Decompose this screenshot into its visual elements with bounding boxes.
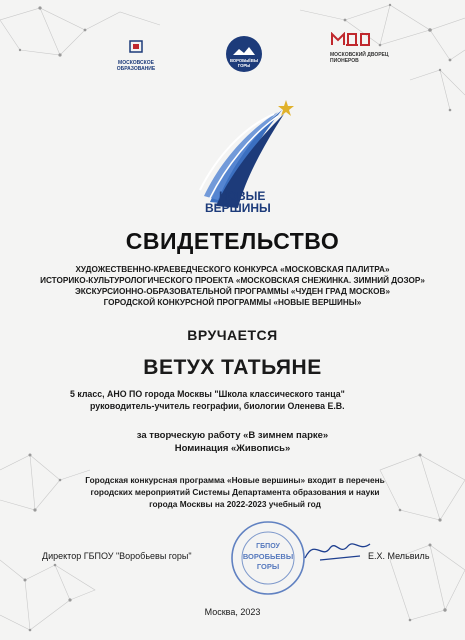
moscow-education-logo (112, 40, 160, 70)
stamp-bottom-text: ГОРЫ (256, 562, 280, 571)
work-nomination: Номинация «Живопись» (174, 443, 291, 454)
palace-of-pioneers-icon (330, 32, 370, 46)
stamp-top-text: ГБПОУ (256, 543, 280, 550)
city-year: Москва, 2023 (204, 607, 261, 617)
signer-name: Е.Х. Мельвиль (368, 551, 430, 561)
details-supervisor: руководитель-учитель географии, биологии Оленева Е.В. (90, 401, 345, 411)
palace-of-pioneers-label: МОСКОВСКИЙ ДВОРЕЦ ПИОНЕРОВ (330, 52, 389, 64)
program-line: города Москвы на 2022-2023 учебный год (149, 499, 321, 509)
subtitle-line: ГОРОДСКОЙ КОНКУРСНОЙ ПРОГРАММЫ «НОВЫЕ ВЕРШИНЫ» (103, 298, 362, 307)
svg-text:ВОРОБЬЁВЫ: ВОРОБЬЁВЫ (229, 58, 259, 63)
director-title: Директор ГБПОУ "Воробьевы горы" (42, 551, 192, 561)
work-title: за творческую работу «В зимнем парке» (136, 430, 329, 441)
moscow-education-icon (112, 40, 160, 54)
subtitle-line: ЭКСКУРСИОННО-ОБРАЗОВАТЕЛЬНОЙ ПРОГРАММЫ «ЧУДЕН ГРАД МОСКОВ» (74, 287, 391, 296)
brand-line-1: НОВЫЕ (219, 189, 266, 203)
awarded-heading: ВРУЧАЕТСЯ (187, 327, 278, 343)
certificate-title: СВИДЕТЕЛЬСТВО (125, 228, 340, 254)
subtitle-line: ХУДОЖЕСТВЕННО-КРАЕВЕДЧЕСКОГО КОНКУРСА «МОСКОВСКАЯ ПАЛИТРА» (75, 265, 390, 274)
svg-text:ГОРЫ: ГОРЫ (237, 63, 251, 68)
program-description (55, 474, 415, 510)
program-line: городских мероприятий Системы Департамента образования и науки (90, 487, 380, 497)
new-heights-brand (205, 190, 271, 214)
moscow-education-label: МОСКОВСКОЕ ОБРАЗОВАНИЕ (116, 60, 156, 72)
official-stamp (228, 518, 308, 598)
competition-subtitles (0, 264, 465, 308)
stamp-middle-text: ВОРОБЬЕВЫ (242, 552, 294, 561)
vorobyovy-gory-logo (225, 35, 263, 73)
recipient-details (70, 388, 410, 412)
program-line: Городская конкурсная программа «Новые вершины» входит в перечень (85, 475, 385, 485)
handwritten-signature (300, 530, 380, 570)
details-school: 5 класс, АНО ПО города Москвы "Школа классического танца" (70, 389, 345, 399)
brand-line-2: ВЕРШИНЫ (205, 201, 271, 215)
vorobyovy-gory-emblem-icon (225, 35, 263, 73)
palace-of-pioneers-logo (330, 32, 390, 74)
recipient-name: ВЕТУХ ТАТЬЯНЕ (143, 356, 322, 379)
work-info (0, 429, 465, 455)
subtitle-line: ИСТОРИКО-КУЛЬТУРОЛОГИЧЕСКОГО ПРОЕКТА «МОСКОВСКАЯ СНЕЖИНКА. ЗИМНИЙ ДОЗОР» (40, 276, 425, 285)
